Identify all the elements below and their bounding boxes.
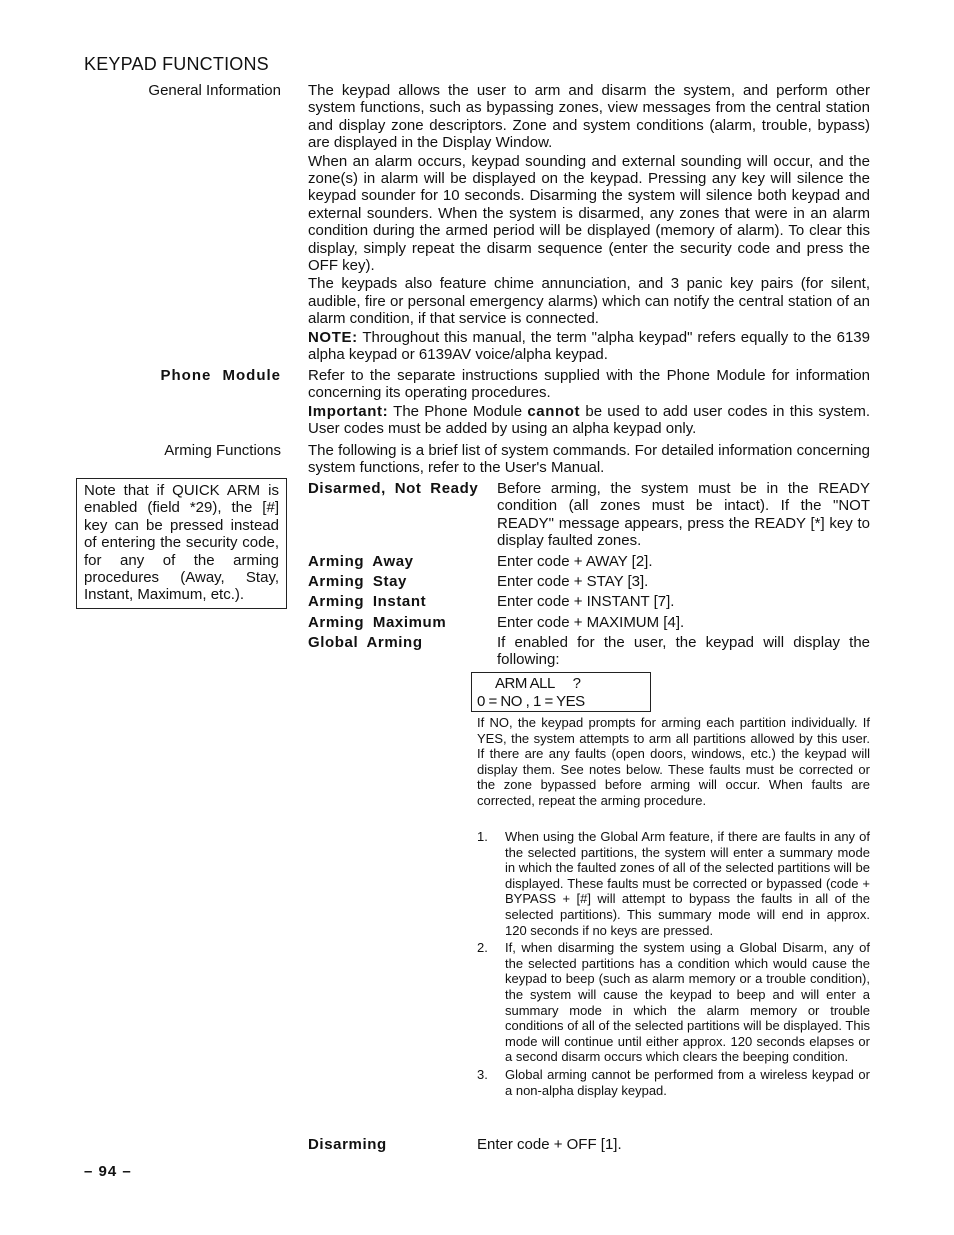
command-label-arming-instant: Arming Instant: [308, 593, 427, 610]
command-label-disarmed-not-ready: Disarmed, Not Ready: [308, 480, 479, 497]
note-text: Global arming cannot be performed from a wireless keypad or a non-alpha display keypad.: [505, 1066, 870, 1098]
general-note: [308, 329, 870, 364]
command-text-global-arming: If enabled for the user, the keypad will display the following:: [497, 634, 870, 669]
command-text-disarmed-not-ready: Before arming, the system must be in the READY condition (all zones must be intact). If the "NOT READY" message appears, press the READY [*] key to display faulted zones.: [497, 480, 870, 550]
command-label-global-arming: Global Arming: [308, 634, 423, 651]
display-line-2: 0 = NO , 1 = YES: [477, 693, 585, 710]
note-label: NOTE:: [308, 328, 358, 346]
keypad-display-box: [471, 672, 651, 712]
command-label-arming-away: Arming Away: [308, 553, 414, 570]
general-paragraph-3: The keypads also feature chime annunciation, and 3 panic key pairs (for silent, audible, fire or personal emergency alarms) which can notify the central station of an alarm condition, if that service is connected.: [308, 275, 870, 328]
general-paragraph-2: When an alarm occurs, keypad sounding and external sounding will occur, and the zone(s) in alarm will be displayed on the keypad. Pressing any key will silence the keypad sounder for 10 seconds. Disarming the system will silence both keypad and external sounders. When the system is disarmed, any zones that were in an alarm condition during the armed period will be displayed (memory of alarm). To clear this display, simply repeat the disarm sequence (enter the security code and press the OFF key).: [308, 152, 870, 275]
display-line-1: ARM ALL ?: [495, 675, 581, 692]
arming-intro: The following is a brief list of system commands. For detailed information concerning system functions, refer to the User's Manual.: [308, 442, 870, 477]
side-heading-phone-module: Phone Module: [160, 367, 281, 384]
note-text: Throughout this manual, the term "alpha keypad" refers equally to the 6139 alpha keypad or 6139AV voice/alpha keypad.: [308, 328, 870, 364]
note-number: 2.: [477, 940, 488, 956]
note-text: When using the Global Arm feature, if there are faults in any of the selected partitions, the system will enter a summary mode in which the faulted zones of all of the selected partitions will be displayed. These faults must be corrected or bypassed (code + BYPASS + [#] will attempt to bypass the faults in all of the selected partitions). This summary mode will end in approx. 120 seconds if no keys are pressed.: [505, 829, 870, 938]
phone-important: [308, 403, 870, 438]
quick-arm-note-box: Note that if QUICK ARM is enabled (field *29), the [#] key can be pressed instead of entering the security code, for any of the arming procedures (Away, Stay, Instant, Maximum, etc.).: [76, 478, 287, 609]
command-text-arming-away: Enter code + AWAY [2].: [497, 553, 653, 570]
note-number: 1.: [477, 829, 488, 844]
global-arming-notes: [477, 829, 870, 1100]
command-label-arming-maximum: Arming Maximum: [308, 614, 447, 631]
general-paragraph-1: The keypad allows the user to arm and disarm the system, and perform other system functions, such as bypassing zones, view messages from the central station and display zone descriptors. Zone and system conditions (alarm, trouble, bypass) are displayed in the Display Window.: [308, 82, 870, 152]
important-text-a: The Phone Module: [388, 402, 528, 420]
global-arming-explanation: If NO, the keypad prompts for arming each partition individually. If YES, the system attempts to arm all partitions allowed by this user. If there are any faults (open doors, windows, etc.) the keypad will display them. See notes below. These faults must be corrected or the zone bypassed before arming will occur. When faults are corrected, repeat the arming procedure.: [477, 715, 870, 808]
section-title: KEYPAD FUNCTIONS: [84, 54, 269, 74]
command-text-arming-instant: Enter code + INSTANT [7].: [497, 593, 675, 610]
page-number: – 94 –: [84, 1163, 132, 1180]
list-item: [477, 940, 870, 1065]
phone-module-body: [308, 367, 870, 439]
note-number: 3.: [477, 1066, 488, 1082]
important-text-b: be used to add user codes in this system. User codes must be added by using an alpha keypad only.: [308, 402, 870, 438]
phone-paragraph-1: Refer to the separate instructions supplied with the Phone Module for information concerning its operating procedures.: [308, 367, 870, 402]
list-item: [477, 1067, 870, 1098]
important-label: Important:: [308, 402, 389, 420]
command-label-disarming: Disarming: [308, 1136, 387, 1153]
general-information-body: [308, 82, 870, 365]
command-text-arming-stay: Enter code + STAY [3].: [497, 573, 649, 590]
command-text-arming-maximum: Enter code + MAXIMUM [4].: [497, 614, 685, 631]
important-cannot: cannot: [527, 402, 581, 420]
side-heading-arming-functions: Arming Functions: [164, 442, 281, 459]
note-text: If, when disarming the system using a Global Disarm, any of the selected partitions has a condition which would cause the keypad to beep (such as alarm memory or a trouble condition), the system will cause the keypad to beep and will enter a summary mode in which the alarm memory or trouble conditions of all of the selected partitions will be displayed. This mode will continue until either approx. 120 seconds elapses or a second disarm occurs which clears the beeping condition.: [505, 940, 870, 1065]
side-heading-general-information: General Information: [148, 82, 281, 99]
list-item: [477, 829, 870, 938]
command-text-disarming: Enter code + OFF [1].: [477, 1136, 622, 1153]
command-label-arming-stay: Arming Stay: [308, 573, 407, 590]
